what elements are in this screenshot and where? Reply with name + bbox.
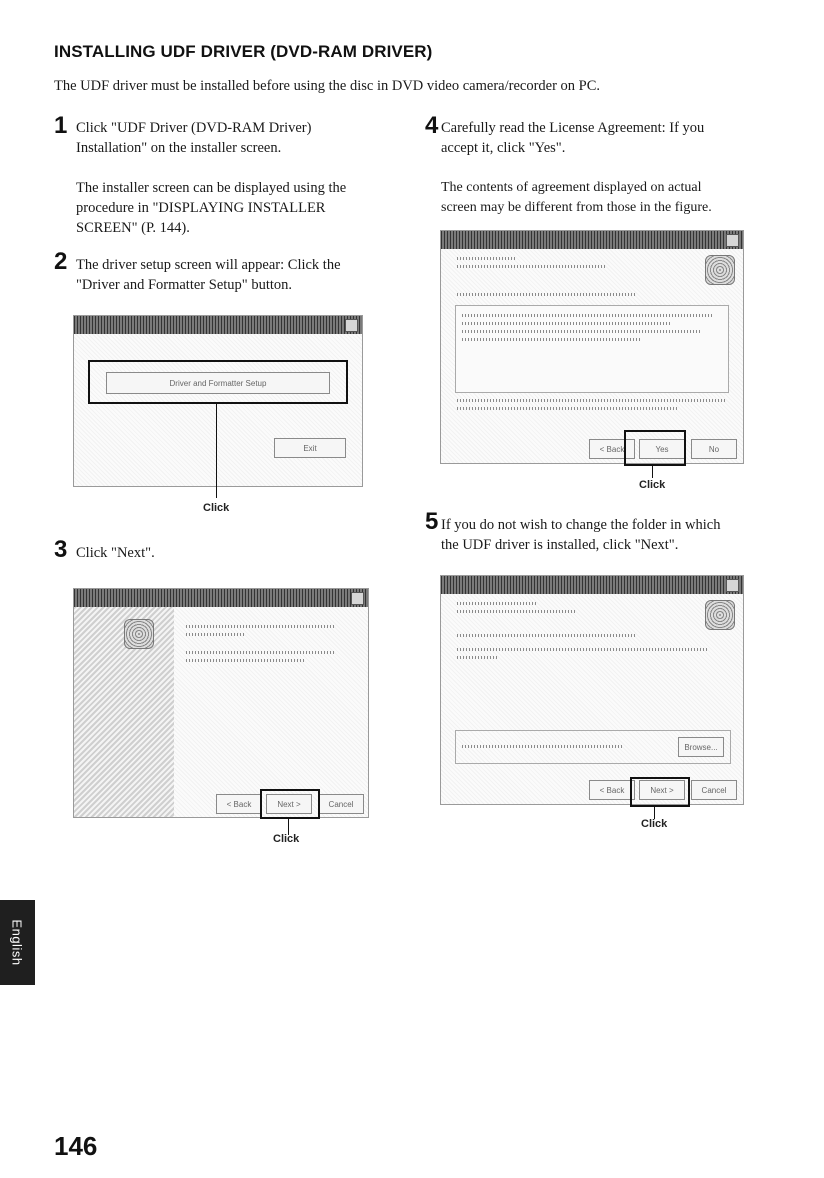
step-4-line-2: accept it, click "Yes". bbox=[441, 140, 566, 156]
step-5-text bbox=[441, 515, 720, 555]
step-4-line-1: Carefully read the License Agreement: If you bbox=[441, 120, 705, 136]
step-5-line-1: If you do not wish to change the folder in which bbox=[441, 517, 721, 533]
window-titlebar bbox=[74, 589, 368, 607]
page-title: INSTALLING UDF DRIVER (DVD-RAM DRIVER) bbox=[54, 42, 433, 61]
step-5-line-2: the UDF driver is installed, click "Next". bbox=[441, 537, 679, 553]
step-4-number: 4 bbox=[425, 112, 439, 139]
step-2-text bbox=[76, 255, 341, 295]
callout-box bbox=[630, 777, 690, 807]
setup-logo-icon bbox=[124, 619, 154, 649]
license-text-line bbox=[462, 338, 642, 341]
license-text-line bbox=[462, 322, 672, 325]
step-1-line-1: Click "UDF Driver (DVD-RAM Driver) bbox=[76, 120, 312, 136]
leader-line bbox=[654, 805, 655, 819]
exit-button[interactable]: Exit bbox=[274, 438, 346, 458]
window-titlebar bbox=[441, 231, 743, 249]
welcome-text-line bbox=[186, 651, 336, 654]
license-text-line bbox=[457, 399, 727, 402]
back-button[interactable]: < Back bbox=[216, 794, 262, 814]
step-4-note-line-1: The contents of agreement displayed on actual bbox=[441, 180, 702, 195]
step-1-note-line-1: The installer screen can be displayed using the bbox=[76, 180, 347, 196]
step-4-note bbox=[441, 178, 712, 218]
window-titlebar bbox=[74, 316, 362, 334]
step-1-note-line-3: SCREEN" (P. 144). bbox=[76, 220, 190, 236]
language-tab bbox=[0, 900, 35, 985]
cancel-button[interactable]: Cancel bbox=[318, 794, 364, 814]
license-text-box[interactable] bbox=[455, 305, 729, 393]
callout-box bbox=[624, 430, 686, 466]
step-1-note-line-2: procedure in "DISPLAYING INSTALLER bbox=[76, 200, 326, 216]
setup-logo-icon bbox=[705, 600, 735, 630]
page-number: 146 bbox=[54, 1131, 98, 1161]
welcome-text-line bbox=[186, 633, 246, 636]
step-2-line-2: "Driver and Formatter Setup" button. bbox=[76, 277, 293, 293]
step-4-text bbox=[441, 118, 704, 158]
folder-screenshot bbox=[440, 575, 744, 805]
step-4-note-line-2: screen may be different from those in the figure. bbox=[441, 200, 712, 215]
close-icon bbox=[345, 319, 358, 332]
language-tab-label: English bbox=[10, 919, 26, 966]
next-button[interactable]: Next > bbox=[266, 794, 312, 814]
step-2-number: 2 bbox=[54, 248, 68, 275]
license-text-line bbox=[457, 293, 637, 296]
setup-logo-icon bbox=[705, 255, 735, 285]
step-1-number: 1 bbox=[54, 112, 68, 139]
step-1-note bbox=[76, 178, 346, 238]
browse-button[interactable]: Browse... bbox=[678, 737, 724, 757]
click-label: Click bbox=[639, 479, 666, 491]
welcome-screenshot bbox=[73, 588, 369, 818]
license-text-line bbox=[462, 314, 712, 317]
no-button[interactable]: No bbox=[691, 439, 737, 459]
license-text-line bbox=[457, 265, 607, 268]
step-1-text bbox=[76, 118, 311, 158]
intro-text: The UDF driver must be installed before using the disc in DVD video camera/recorder on PC. bbox=[54, 78, 601, 94]
license-text-line bbox=[457, 257, 517, 260]
click-label: Click bbox=[273, 833, 300, 845]
license-screenshot bbox=[440, 230, 744, 464]
close-icon bbox=[351, 592, 364, 605]
license-text-line bbox=[462, 330, 702, 333]
close-icon bbox=[726, 234, 739, 247]
leader-line bbox=[652, 464, 653, 478]
close-icon bbox=[726, 579, 739, 592]
folder-text-line bbox=[457, 602, 537, 605]
destination-folder-group bbox=[455, 730, 731, 764]
callout-box bbox=[88, 360, 348, 404]
back-button[interactable]: < Back bbox=[589, 780, 635, 800]
folder-text-line bbox=[457, 610, 577, 613]
welcome-text-line bbox=[186, 625, 336, 628]
folder-text-line bbox=[457, 634, 637, 637]
callout-box bbox=[260, 789, 320, 819]
next-button[interactable]: Next > bbox=[639, 780, 685, 800]
folder-text-line bbox=[457, 656, 497, 659]
welcome-text-line bbox=[186, 659, 306, 662]
yes-button[interactable]: Yes bbox=[639, 439, 685, 459]
window-titlebar bbox=[441, 576, 743, 594]
leader-line bbox=[216, 402, 217, 498]
click-label: Click bbox=[641, 818, 668, 830]
step-5-number: 5 bbox=[425, 508, 439, 535]
step-3-number: 3 bbox=[54, 536, 68, 563]
step-2-line-1: The driver setup screen will appear: Click the bbox=[76, 257, 341, 273]
driver-formatter-setup-button[interactable]: Driver and Formatter Setup bbox=[106, 372, 330, 394]
click-label: Click bbox=[203, 502, 230, 514]
folder-text-line bbox=[457, 648, 707, 651]
folder-path-text bbox=[462, 745, 622, 748]
step-1-line-2: Installation" on the installer screen. bbox=[76, 140, 282, 156]
back-button[interactable]: < Back bbox=[589, 439, 635, 459]
cancel-button[interactable]: Cancel bbox=[691, 780, 737, 800]
step-3-text: Click "Next". bbox=[76, 545, 155, 561]
license-text-line bbox=[457, 407, 677, 410]
